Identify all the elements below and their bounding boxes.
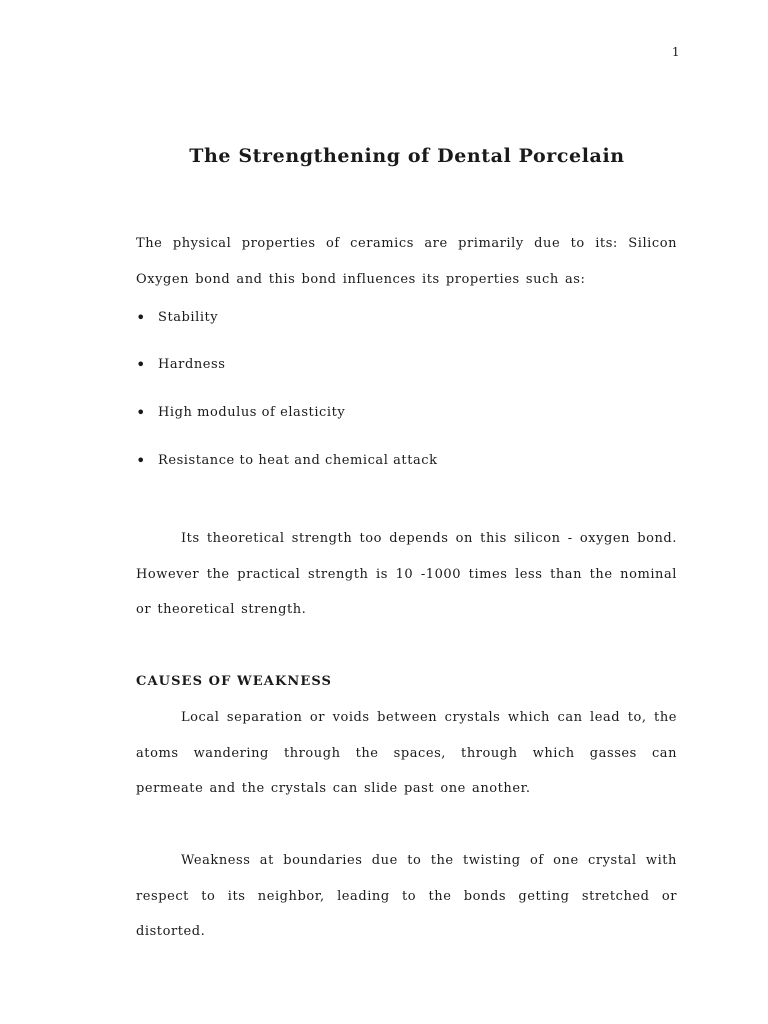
section-heading: CAUSES OF WEAKNESS <box>136 674 333 689</box>
strength-text: Its theoretical strength too depends on this silicon - oxygen bond. However the practical strength is 10 -1000 times less than the nominal or theoretical strength. <box>136 531 677 617</box>
bullet-icon: • <box>136 308 146 327</box>
list-item-text: Resistance to heat and chemical attack <box>158 453 438 468</box>
intro-paragraph <box>136 226 677 297</box>
section-paragraph <box>136 843 677 950</box>
bullet-icon: • <box>136 451 146 470</box>
strength-paragraph <box>136 521 677 628</box>
document-title: The Strengthening of Dental Porcelain <box>189 145 625 167</box>
bullet-icon: • <box>136 403 146 422</box>
intro-text: The physical properties of ceramics are primarily due to its: Silicon Oxygen bond and this bond influences its properties such as: <box>136 236 677 287</box>
section-paragraph <box>136 700 677 807</box>
section-paragraph-text: Weakness at boundaries due to the twisting of one crystal with respect to its neighbor, leading to the bonds getting stretched or distorted. <box>136 853 677 939</box>
list-item-text: Stability <box>158 310 219 325</box>
section-paragraph-text: Local separation or voids between crystals which can lead to, the atoms wandering through the spaces, through which gasses can permeate and the crystals can slide past one another. <box>136 710 677 796</box>
bullet-icon: • <box>136 355 146 374</box>
list-item-text: High modulus of elasticity <box>158 405 346 420</box>
page-number: 1 <box>671 45 680 59</box>
list-item-text: Hardness <box>158 357 226 372</box>
